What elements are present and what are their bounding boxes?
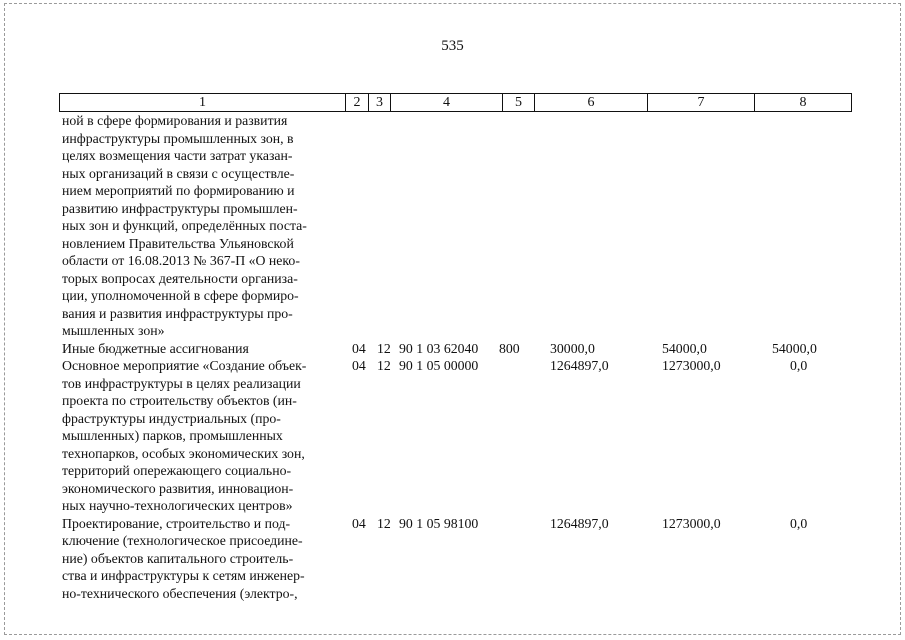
- cell-section: 04: [352, 358, 366, 373]
- table-row: [0, 340, 905, 358]
- description-line: ства и инфраструктуры к сетям инженер-: [62, 568, 305, 583]
- table-row: [0, 515, 905, 603]
- cell-amount-col6: 1264897,0: [550, 358, 609, 373]
- table-row: [0, 357, 905, 515]
- description-line: ние) объектов капитального строитель-: [62, 550, 294, 566]
- description-line: Иные бюджетные ассигнования: [62, 340, 249, 356]
- description-line: тов инфраструктуры в целях реализации: [62, 375, 301, 391]
- description-line: фраструктуры индустриальных (про-: [62, 410, 281, 426]
- description-line: целях возмещения части затрат указан-: [62, 148, 293, 163]
- cell-amount-col7: 54000,0: [662, 340, 707, 356]
- header-col-6: 6: [535, 94, 648, 112]
- description-line: технопарков, особых экономических зон,: [62, 445, 305, 461]
- description-line: области от 16.08.2013 № 367-П «О неко-: [62, 253, 300, 268]
- cell-subsection: 12: [377, 340, 391, 356]
- cell-amount-col7: 1273000,0: [662, 358, 721, 373]
- cell-target-article: 90 1 05 98100: [399, 515, 479, 531]
- cell-amount-col8: 0,0: [790, 358, 808, 373]
- description-line: торых вопросах деятельности организа-: [62, 270, 298, 286]
- description-line: ключение (технологическое присоедине-: [62, 533, 303, 548]
- description-line: ных зон и функций, определённых поста-: [62, 218, 307, 233]
- description-line: Проектирование, строительство и под-: [62, 515, 291, 531]
- cell-section: 04: [352, 515, 366, 531]
- row-description: [62, 112, 343, 340]
- description-line: но-технического обеспечения (электро-,: [62, 585, 298, 601]
- header-col-4: 4: [391, 94, 503, 112]
- row-description: [62, 340, 343, 358]
- table-row: [0, 112, 905, 340]
- description-line: ной в сфере формирования и развития: [62, 113, 288, 128]
- description-line: вания и развития инфраструктуры про-: [62, 305, 293, 321]
- header-col-5: 5: [503, 94, 535, 112]
- description-line: ции, уполномоченной в сфере формиро-: [62, 288, 299, 303]
- page-number: 535: [441, 38, 464, 54]
- description-line: мышленных) парков, промышленных: [62, 428, 283, 443]
- description-line: проекта по строительству объектов (ин-: [62, 393, 297, 408]
- description-line: развитию инфраструктуры промышлен-: [62, 200, 298, 216]
- description-line: нием мероприятий по формированию и: [62, 183, 295, 198]
- row-description: [62, 515, 343, 603]
- header-col-3: 3: [369, 94, 391, 112]
- cell-amount-col6: 30000,0: [550, 340, 595, 356]
- cell-subsection: 12: [377, 515, 391, 531]
- table-header: [59, 93, 852, 112]
- header-col-1: 1: [60, 94, 346, 112]
- cell-target-article: 90 1 03 62040: [399, 340, 479, 356]
- description-line: инфраструктуры промышленных зон, в: [62, 130, 294, 146]
- description-line: мышленных зон»: [62, 323, 165, 338]
- cell-amount-col8: 54000,0: [772, 340, 817, 356]
- description-line: ных организаций в связи с осуществле-: [62, 165, 295, 181]
- description-line: территорий опережающего социально-: [62, 463, 292, 478]
- cell-target-article: 90 1 05 00000: [399, 358, 479, 373]
- header-col-8: 8: [755, 94, 852, 112]
- description-line: новлением Правительства Ульяновской: [62, 235, 294, 251]
- cell-amount-col6: 1264897,0: [550, 515, 609, 531]
- header-col-7: 7: [648, 94, 755, 112]
- row-description: [62, 357, 343, 515]
- description-line: Основное мероприятие «Создание объек-: [62, 358, 307, 373]
- table-body: [0, 112, 905, 602]
- description-line: ных научно-технологических центров»: [62, 498, 293, 513]
- description-line: экономического развития, инновацион-: [62, 480, 294, 496]
- cell-subsection: 12: [377, 358, 391, 373]
- cell-expense-type: 800: [499, 340, 520, 356]
- header-col-2: 2: [346, 94, 369, 112]
- cell-amount-col8: 0,0: [790, 515, 808, 531]
- cell-amount-col7: 1273000,0: [662, 515, 721, 531]
- cell-section: 04: [352, 340, 366, 356]
